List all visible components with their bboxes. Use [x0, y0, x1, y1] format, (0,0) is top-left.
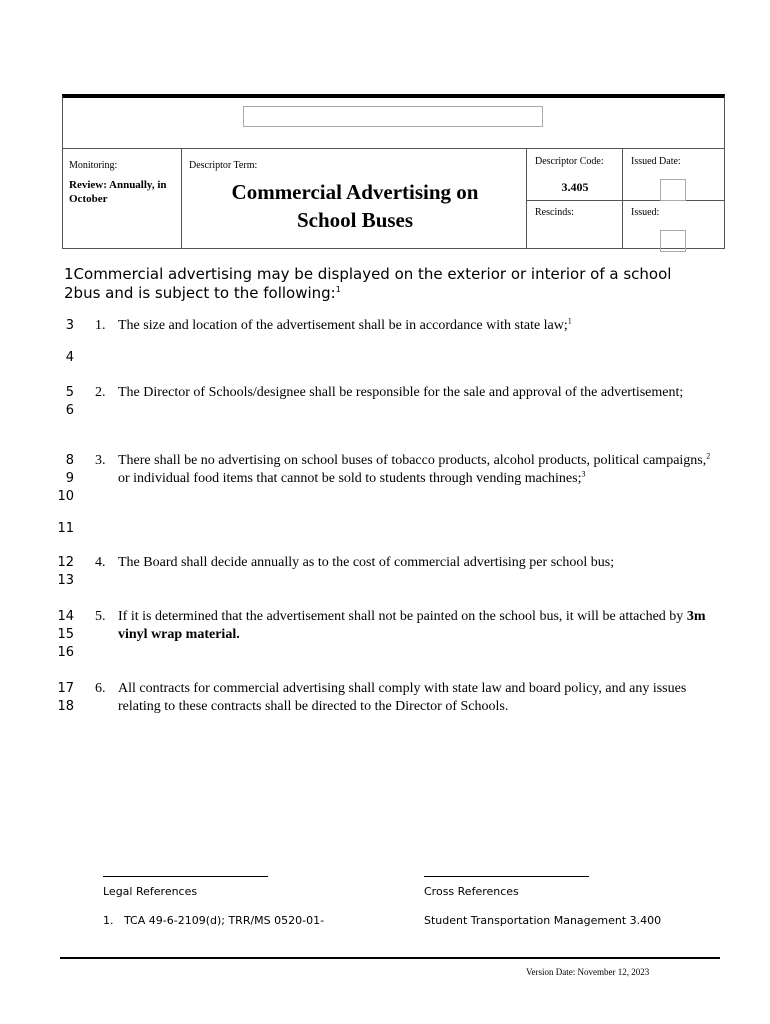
- line-number: 6: [65, 403, 74, 418]
- item-bold-text: 3m vinyl wrap material.: [118, 609, 706, 642]
- intro-text: Commercial advertising may be displayed on the exterior or interior of a school: [73, 265, 672, 283]
- line-number: 4: [65, 350, 74, 365]
- line-number: 12: [57, 555, 74, 570]
- page-title: [183, 178, 527, 234]
- list-item: [95, 384, 715, 402]
- line-number: 10: [57, 489, 74, 504]
- item-text: If it is determined that the advertisement shall not be painted on the school bus, it will be attached by: [118, 609, 687, 624]
- descriptor-term-label: Descriptor Term:: [189, 160, 258, 171]
- intro-paragraph: [64, 265, 671, 303]
- line-number: 18: [57, 699, 74, 714]
- item-text: The size and location of the advertisement shall be in accordance with state law;: [118, 318, 568, 333]
- line-number: 15: [57, 627, 74, 642]
- item-text: There shall be no advertising on school buses of tobacco products, alcohol products, political campaigns,: [118, 453, 707, 468]
- legal-reference-item: 1. TCA 49-6-2109(d); TRR/MS 0520-01-: [103, 914, 325, 927]
- footer-rule: [60, 957, 720, 959]
- line-number: 14: [57, 609, 74, 624]
- footnote-ref: 2: [706, 451, 711, 461]
- descriptor-code-label: Descriptor Code:: [535, 156, 604, 167]
- list-item: [95, 317, 715, 335]
- intro-text: bus and is subject to the following:: [73, 284, 336, 302]
- cross-reference-item: Student Transportation Management 3.400: [424, 914, 662, 927]
- legal-references-heading: Legal References: [103, 885, 198, 898]
- list-item: [95, 680, 715, 716]
- item-number: 5.: [95, 609, 106, 624]
- item-number: 4.: [95, 555, 106, 570]
- issued-box: [660, 230, 686, 252]
- item-number: 2.: [95, 385, 106, 400]
- item-number: 6.: [95, 681, 106, 696]
- line-number: 5: [65, 385, 74, 400]
- footnote-ref: 1: [567, 316, 572, 326]
- version-date: Version Date: November 12, 2023: [526, 967, 650, 977]
- title-line: School Buses: [296, 208, 414, 232]
- item-text: All contracts for commercial advertising shall comply with state law and board policy, and any issues relating to these contracts shall be directed to the Director of Schools.: [118, 681, 687, 714]
- list-item: [95, 452, 715, 488]
- item-text: The Board shall decide annually as to the cost of commercial advertising per school bus;: [118, 555, 615, 570]
- list-item: [95, 608, 715, 644]
- issued-date-label: Issued Date:: [631, 156, 681, 167]
- header-divider: [63, 148, 724, 149]
- item-text: or individual food items that cannot be sold to students through vending machines;: [118, 471, 582, 486]
- footnote-separator: [103, 876, 268, 877]
- header-column-divider: [622, 148, 623, 248]
- header-column-divider: [181, 148, 182, 248]
- item-text: The Director of Schools/designee shall be responsible for the sale and approval of the advertisement;: [118, 385, 684, 400]
- item-number: 1.: [95, 318, 106, 333]
- list-item: [95, 554, 715, 572]
- line-number: 2: [64, 284, 74, 302]
- monitoring-label: Monitoring:: [69, 160, 118, 171]
- cross-references-heading: Cross References: [424, 885, 519, 898]
- issued-date-box: [660, 179, 686, 201]
- line-number: 13: [57, 573, 74, 588]
- item-number: 3.: [95, 453, 106, 468]
- descriptor-code: 3.405: [561, 180, 589, 194]
- line-number: 3: [65, 318, 74, 333]
- line-number: 16: [57, 645, 74, 660]
- title-line: Commercial Advertising on: [231, 180, 479, 204]
- footnote-ref: 3: [581, 469, 586, 479]
- line-number: 17: [57, 681, 74, 696]
- rescinds-label: Rescinds:: [535, 207, 574, 218]
- policy-header-table: [62, 94, 725, 249]
- line-number: 9: [65, 471, 74, 486]
- issued-label: Issued:: [631, 207, 660, 218]
- header-row-divider: [526, 200, 724, 201]
- review-text: Review: Annually, in October: [69, 179, 167, 205]
- line-number: 11: [57, 521, 74, 536]
- footnote-separator: [424, 876, 589, 877]
- logo-placeholder: [243, 106, 543, 127]
- footnote-ref: 1: [335, 285, 341, 294]
- line-number: 1: [64, 265, 74, 283]
- line-number: 8: [65, 453, 74, 468]
